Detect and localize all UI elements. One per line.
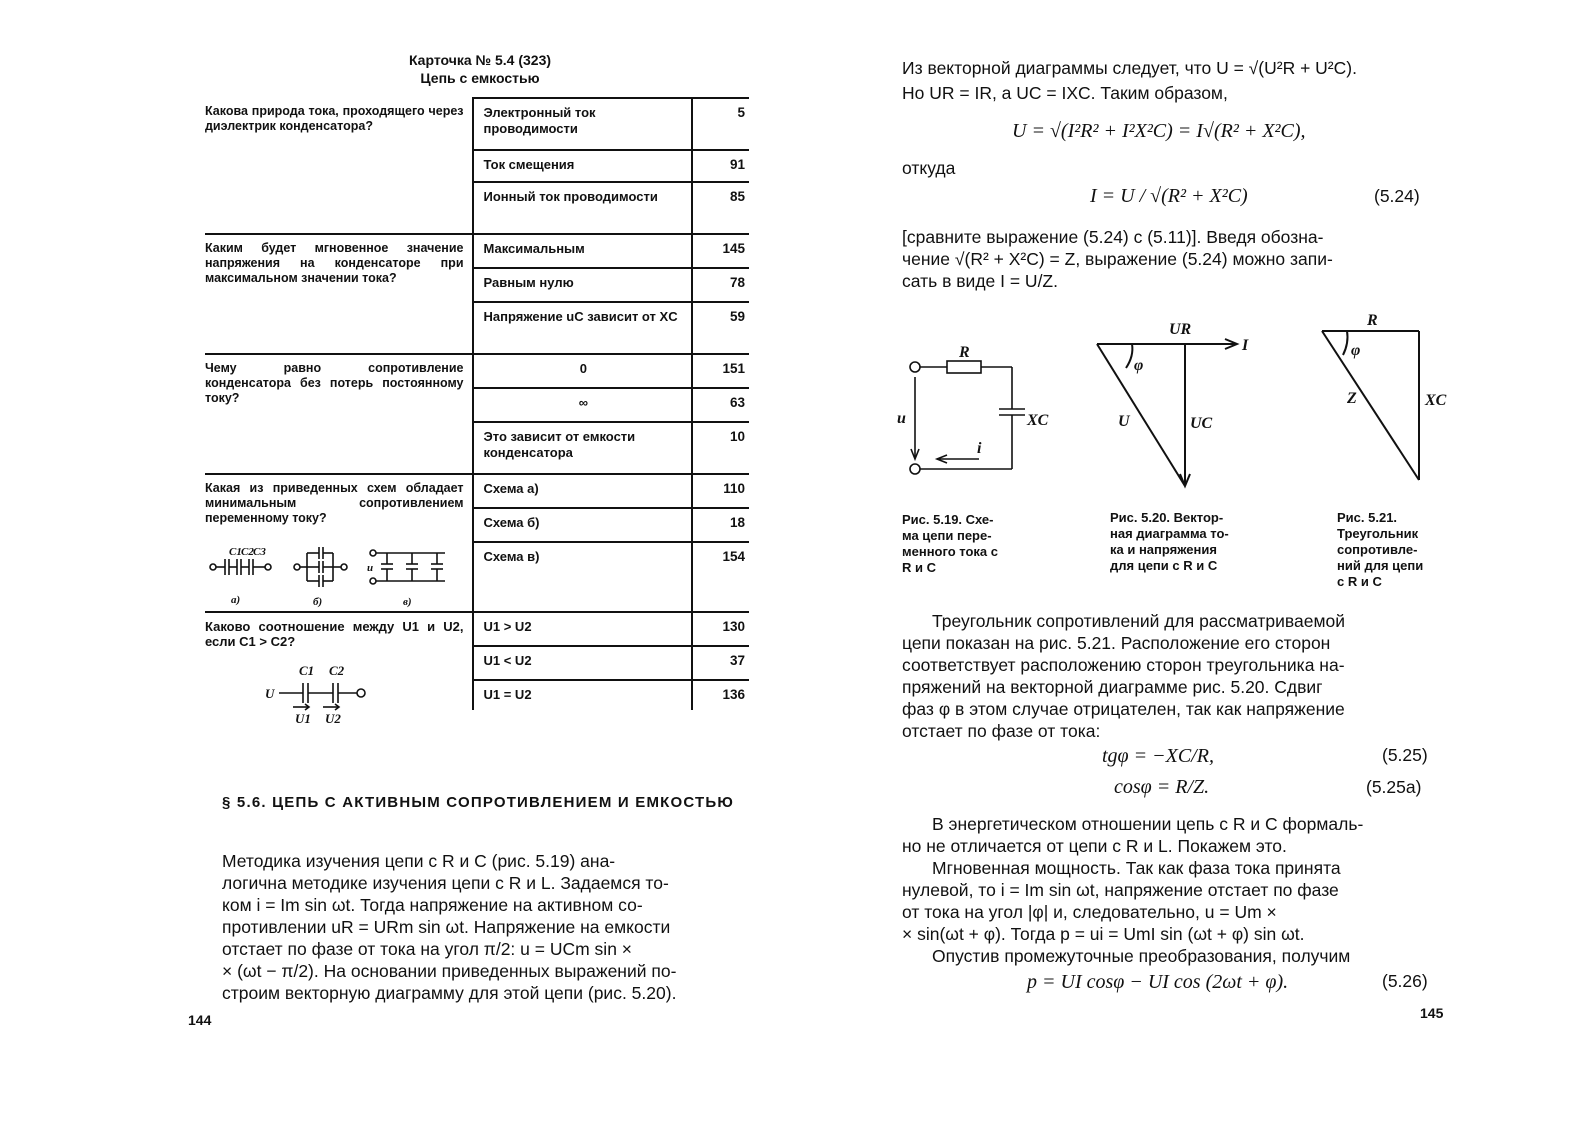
caption-line: ма цепи пере-	[902, 528, 992, 543]
right-page	[792, 0, 1584, 1126]
scheme-label-c1: C1	[229, 546, 242, 558]
caption-line: Рис. 5.19. Схе-	[902, 512, 994, 527]
answer-cell[interactable]: Схема а)	[473, 474, 693, 508]
answer-cell[interactable]: Электронный ток проводимости	[473, 98, 693, 150]
text-line: строим векторную диаграмму для этой цепи (рис. 5.20).	[222, 983, 677, 1003]
text-line: Мгновенная мощность. Так как фаза тока принята	[932, 858, 1341, 878]
fig520-label-uc: UC	[1190, 415, 1213, 432]
caption-line: ная диаграмма то-	[1110, 526, 1229, 541]
text-otkuda: откуда	[902, 158, 956, 178]
series-label-u1: U1	[295, 711, 311, 726]
text-line: но не отличается от цепи с R и L. Покажем это.	[902, 836, 1287, 856]
caption-line: с R и C	[1337, 574, 1382, 589]
equation-number: (5.26)	[1382, 971, 1428, 991]
answer-code: 151	[692, 354, 749, 388]
scheme-c-label: в)	[403, 596, 412, 608]
caption-line: менного тока с	[902, 544, 999, 559]
paragraph-energy	[902, 813, 1440, 967]
answer-cell[interactable]: Напряжение uC зависит от XC	[473, 302, 693, 354]
equation-number: (5.24)	[1374, 186, 1420, 206]
answer-code: 91	[692, 150, 749, 182]
figure-5-19-caption	[902, 512, 998, 576]
text-line: фаз φ в этом случае отрицателен, так как напряжение	[902, 699, 1345, 719]
text-line: сать в виде I = U/Z.	[902, 271, 1058, 291]
text-line: Из векторной диаграммы следует, что U = √(U²R + U²C).	[902, 58, 1357, 78]
answer-code: 10	[692, 422, 749, 474]
fig520-label-u: U	[1118, 413, 1130, 430]
text-line: Но UR = IR, а UC = IXC. Таким образом,	[902, 83, 1228, 103]
fig519-label-i: i	[977, 440, 982, 457]
fig521-label-xc: XC	[1425, 392, 1447, 409]
question-cell	[205, 474, 473, 612]
caption-line: Треугольник	[1337, 526, 1419, 541]
paragraph-triangle	[902, 610, 1440, 742]
series-label-c2: C2	[329, 663, 345, 678]
text-line: [сравните выражение (5.24) с (5.11)]. Введя обозна-	[902, 227, 1324, 247]
text-line: чение √(R² + X²C) = Z, выражение (5.24) можно запи-	[902, 249, 1333, 269]
caption-line: для цепи с R и C	[1110, 558, 1218, 573]
series-label-u: U	[265, 686, 275, 701]
fig520-label-i: I	[1242, 337, 1249, 354]
text-line: В энергетическом отношении цепь с R и C формаль-	[932, 814, 1364, 834]
answer-code: 18	[692, 508, 749, 542]
fig521-label-z: Z	[1347, 390, 1357, 407]
page-number: 144	[188, 1012, 212, 1028]
answer-cell[interactable]: Равным нулю	[473, 268, 693, 302]
question-cell	[205, 612, 473, 726]
answer-code: 59	[692, 302, 749, 354]
fig520-label-phi: φ	[1134, 357, 1144, 374]
formula-current: I = U / √(R² + X²C)	[1090, 185, 1248, 207]
quiz-table	[205, 97, 749, 726]
equation-number: (5.25)	[1382, 745, 1428, 765]
text-line: × sin(ωt + φ). Тогда p = ui = UmI sin (ωt + φ) sin ωt.	[902, 924, 1305, 944]
answer-code: 37	[692, 646, 749, 680]
answer-cell[interactable]: U1 < U2	[473, 646, 693, 680]
series-label-c1: C1	[299, 663, 315, 678]
fig519-label-r: R	[959, 344, 970, 361]
text-line: отстает по фазе от тока:	[902, 721, 1101, 741]
formula-power: p = UI cosφ − UI cos (2ωt + φ).	[1027, 971, 1289, 993]
answer-cell[interactable]: Максимальным	[473, 234, 693, 268]
equation-number: (5.25а)	[1366, 777, 1422, 797]
card-title: Карточка № 5.4 (323)	[408, 52, 552, 68]
formula-u: U = √(I²R² + I²X²C) = I√(R² + X²C),	[1012, 120, 1306, 142]
caption-line: ка и напряжения	[1110, 542, 1217, 557]
answer-cell[interactable]: Ток смещения	[473, 150, 693, 182]
question-cell: Каким будет мгновенное значение напряжения на конденсаторе при максимальном значении тока?	[205, 234, 473, 354]
formula-cos: cosφ = R/Z.	[1114, 776, 1210, 798]
series-capacitors-figure	[265, 655, 385, 725]
question-text: Какая из приведенных схем обладает минимальным сопротивлением переменному току?	[205, 481, 464, 525]
answer-cell[interactable]: Это зависит от емкости конденсатора	[473, 422, 693, 474]
text-line: Треугольник сопротивлений для рассматриваемой	[932, 611, 1346, 631]
text-line: от тока на угол |φ| и, следовательно, u = Um ×	[902, 902, 1277, 922]
page-number: 145	[1420, 1005, 1444, 1021]
series-label-u2: U2	[325, 711, 341, 726]
text-line: противлении uR = URm sin ωt. Напряжение на емкости	[222, 917, 671, 937]
question-text: Каково соотношение между U1 и U2, если C1 > C2?	[205, 619, 464, 649]
fig521-label-r: R	[1367, 312, 1378, 329]
answer-cell[interactable]: U1 = U2	[473, 680, 693, 710]
scheme-a-label: а)	[231, 594, 241, 606]
section-paragraph	[222, 850, 742, 1004]
caption-line: Рис. 5.21.	[1337, 510, 1398, 525]
text-line: Опустив промежуточные преобразования, получим	[932, 946, 1351, 966]
text-line: пряжений на векторной диаграмме рис. 5.20. Сдвиг	[902, 677, 1323, 697]
scheme-label-u: u	[367, 562, 374, 574]
fig519-label-u: u	[897, 410, 906, 427]
fig521-label-phi: φ	[1351, 342, 1361, 359]
text-line: логична методике изучения цепи с R и L. Задаемся то-	[222, 873, 669, 893]
paragraph-compare	[902, 226, 1430, 292]
caption-line: ний для цепи	[1337, 558, 1424, 573]
text-line: Методика изучения цепи с R и C (рис. 5.19) ана-	[222, 851, 616, 871]
question-cell: Чему равно сопротивление конденсатора без потерь постоянному току?	[205, 354, 473, 474]
answer-cell[interactable]: U1 > U2	[473, 612, 693, 646]
caption-line: Рис. 5.20. Вектор-	[1110, 510, 1224, 525]
answer-code: 154	[692, 542, 749, 612]
text-line: нулевой, то i = Im sin ωt, напряжение отстает по фазе	[902, 880, 1339, 900]
answer-code: 110	[692, 474, 749, 508]
section-heading: § 5.6. ЦЕПЬ С АКТИВНЫМ СОПРОТИВЛЕНИЕМ И ЕМКОСТЬЮ	[222, 794, 735, 811]
caption-line: сопротивле-	[1337, 542, 1418, 557]
card-subtitle: Цепь с емкостью	[420, 70, 540, 86]
answer-code: 63	[692, 388, 749, 422]
figure-5-19-circuit	[897, 345, 1057, 485]
answer-code: 85	[692, 182, 749, 234]
text-line: отстает по фазе от тока на угол π/2: u = UCm sin ×	[222, 939, 633, 959]
text-line: ком i = Im sin ωt. Тогда напряжение на активном со-	[222, 895, 643, 915]
figure-5-21-caption	[1337, 510, 1423, 590]
answer-code: 130	[692, 612, 749, 646]
answer-cell[interactable]: ∞	[473, 388, 693, 422]
text-line: × (ωt − π/2). На основании приведенных выражений по-	[222, 961, 677, 981]
answer-cell[interactable]: Схема б)	[473, 508, 693, 542]
figure-5-21-impedance-triangle	[1317, 312, 1447, 485]
fig520-label-ur: UR	[1169, 321, 1192, 338]
text-line: цепи показан на рис. 5.21. Расположение его сторон	[902, 633, 1331, 653]
fig519-label-xc: XC	[1027, 412, 1049, 429]
scheme-label-c3: C3	[253, 546, 266, 558]
answer-code: 136	[692, 680, 749, 710]
answer-cell[interactable]: Схема в)	[473, 542, 693, 612]
answer-code: 5	[692, 98, 749, 150]
figure-5-20-caption	[1110, 510, 1229, 574]
capacitor-schemes-figure	[205, 545, 475, 615]
answer-code: 78	[692, 268, 749, 302]
text-line: соответствует расположению сторон треугольника на-	[902, 655, 1345, 675]
caption-line: R и C	[902, 560, 936, 575]
answer-code: 145	[692, 234, 749, 268]
answer-cell[interactable]: Ионный ток проводимости	[473, 182, 693, 234]
formula-tg: tgφ = −XC/R,	[1102, 745, 1214, 767]
question-cell: Какова природа тока, проходящего через диэлектрик конденсатора?	[205, 98, 473, 234]
scheme-b-label: б)	[313, 596, 323, 608]
answer-cell[interactable]: 0	[473, 354, 693, 388]
scheme-label-c2: C2	[241, 546, 254, 558]
figure-5-20-vector-diagram	[1092, 318, 1272, 488]
